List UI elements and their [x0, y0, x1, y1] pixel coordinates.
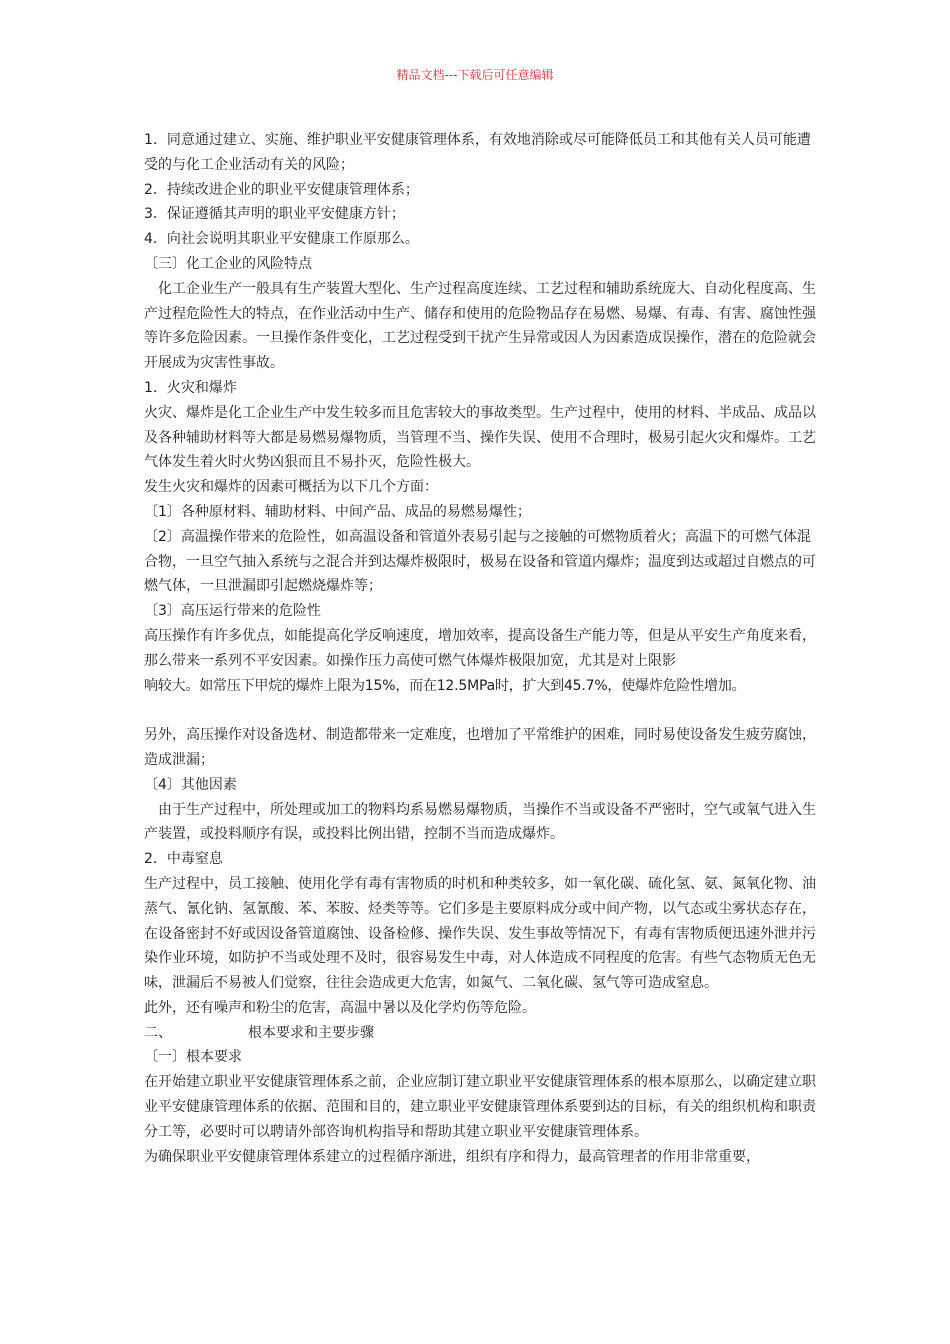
- paragraph-risk-features: 化工企业生产一般具有生产装置大型化、生产过程高度连续、工艺过程和辅助系统庞大、自动化程度高、生产过程危险性大的特点，在作业活动中生产、储存和使用的危险物品存在易燃、易爆、有毒、有害、腐蚀性强等许多危险因素。一旦操作条件变化，工艺过程受到干扰产生异常或因人为因素造成误操作，潜在的危险就会开展成为灾害性事故。: [144, 280, 816, 372]
- paragraph-fire-explosion: 火灾、爆炸是化工企业生产中发生较多而且危害较大的事故类型。生产过程中，使用的材料、半成品、成品以及各种辅助材料等大都是易燃易爆物质，当管理不当、操作失误、使用不合理时，极易引起火灾和爆炸。工艺气体发生着火时火势凶狠而且不易扑灭，危险性极大。: [144, 404, 816, 471]
- heading-poisoning: 2．中毒窒息: [144, 851, 223, 868]
- paragraph-high-pressure-figures: 响较大。如常压下甲烷的爆炸上限为15%，而在12.5MPa时，扩大到45.7%，使爆炸危险性增加。: [144, 677, 746, 694]
- paragraph-high-pressure-additional: 另外，高压操作对设备选材、制造都带来一定难度，也增加了平常维护的困难，同时易使设备发生疲劳腐蚀，造成泄漏；: [144, 727, 816, 768]
- paragraph-basic-requirements: 在开始建立职业平安健康管理体系之前，企业应制订建立职业平安健康管理体系的根本原那么，以确定建立职业平安健康管理体系的依据、范围和目的，建立职业平安健康管理体系要到达的目标，有关的组织机构和职责分工等，必要时可以聘请外部咨询机构指导和帮助其建立职业平安健康管理体系。: [144, 1074, 816, 1140]
- paragraph-other-factors: 由于生产过程中，所处理或加工的物料均系易燃易爆物质，当操作不当或设备不严密时，空气或氧气进入生产装置，或投料顺序有误，或投料比例出错，控制不当而造成爆炸。: [144, 801, 816, 843]
- paragraph-high-pressure: 高压操作有许多优点，如能提高化学反响速度，增加效率，提高设备生产能力等，但是从平安生产角度来看，那么带来一系列不平安因素。如操作压力高使可燃气体爆炸极限加宽，尤其是对上限影: [144, 627, 816, 669]
- section-two-number: 二、: [144, 1024, 172, 1041]
- section-two-title: 根本要求和主要步骤: [248, 1024, 374, 1041]
- paragraph-management-role: 为确保职业平安健康管理体系建立的过程循序渐进，组织有序和得力，最高管理者的作用非常重要，: [144, 1148, 760, 1165]
- paragraph-fire-factors: 发生火灾和爆炸的因素可概括为以下几个方面：: [144, 479, 438, 496]
- heading-risk-features: 〔三〕化工企业的风险特点: [144, 255, 312, 272]
- factor-2: 〔2〕高温操作带来的危险性，如高温设备和管道外表易引起与之接触的可燃物质着火；高温下的可燃气体混合物，一旦空气抽入系统与之混合并到达爆炸极限时，极易在设备和管道内爆炸；温度到达或超过自燃点的可燃气体，一旦泄漏即引起燃烧爆炸等；: [144, 528, 816, 595]
- heading-basic-requirements: 〔一〕根本要求: [144, 1049, 242, 1066]
- factor-1: 〔1〕各种原材料、辅助材料、中间产品、成品的易燃易爆性；: [144, 503, 531, 520]
- factor-4: 〔4〕其他因素: [144, 776, 237, 793]
- document-body: [144, 128, 816, 1169]
- heading-fire-explosion: 1．火灾和爆炸: [144, 379, 237, 396]
- paragraph-commit-4: 4．向社会说明其职业平安健康工作原那么。: [144, 231, 419, 248]
- factor-3: 〔3〕高压运行带来的危险性: [144, 603, 321, 620]
- watermark-header: 精品文档---下载后可任意编辑: [396, 68, 554, 82]
- paragraph-commit-3: 3．保证遵循其声明的职业平安健康方针；: [144, 206, 405, 223]
- paragraph-noise-dust: 此外，还有噪声和粉尘的危害，高温中暑以及化学灼伤等危险。: [144, 999, 536, 1016]
- blank-line: [144, 698, 816, 723]
- paragraph-commit-1: 1．同意通过建立、实施、维护职业平安健康管理体系，有效地消除或尽可能降低员工和其他有关人员可能遭受的与化工企业活动有关的风险；: [144, 132, 811, 173]
- paragraph-poisoning: 生产过程中，员工接触、使用化学有毒有害物质的时机和种类较多，如一氧化碳、硫化氢、氨、氮氧化物、油蒸气、氰化钠、氢氰酸、苯、苯胺、烃类等等。它们多是主要原料成分或中间产物，以气态或尘雾状态存在，在设备密封不好或因设备管道腐蚀、设备检修、操作失误、发生事故等情况下，有毒有害物质便迅速外泄并污染作业环境，如防护不当或处理不及时，很容易发生中毒，对人体造成不同程度的危害。有些气态物质无色无味，泄漏后不易被人们觉察，往往会造成更大危害，如氮气、二氧化碳、氢气等可造成窒息。: [144, 875, 816, 992]
- heading-section-two: [144, 1021, 816, 1046]
- paragraph-commit-2: 2．持续改进企业的职业平安健康管理体系；: [144, 181, 419, 198]
